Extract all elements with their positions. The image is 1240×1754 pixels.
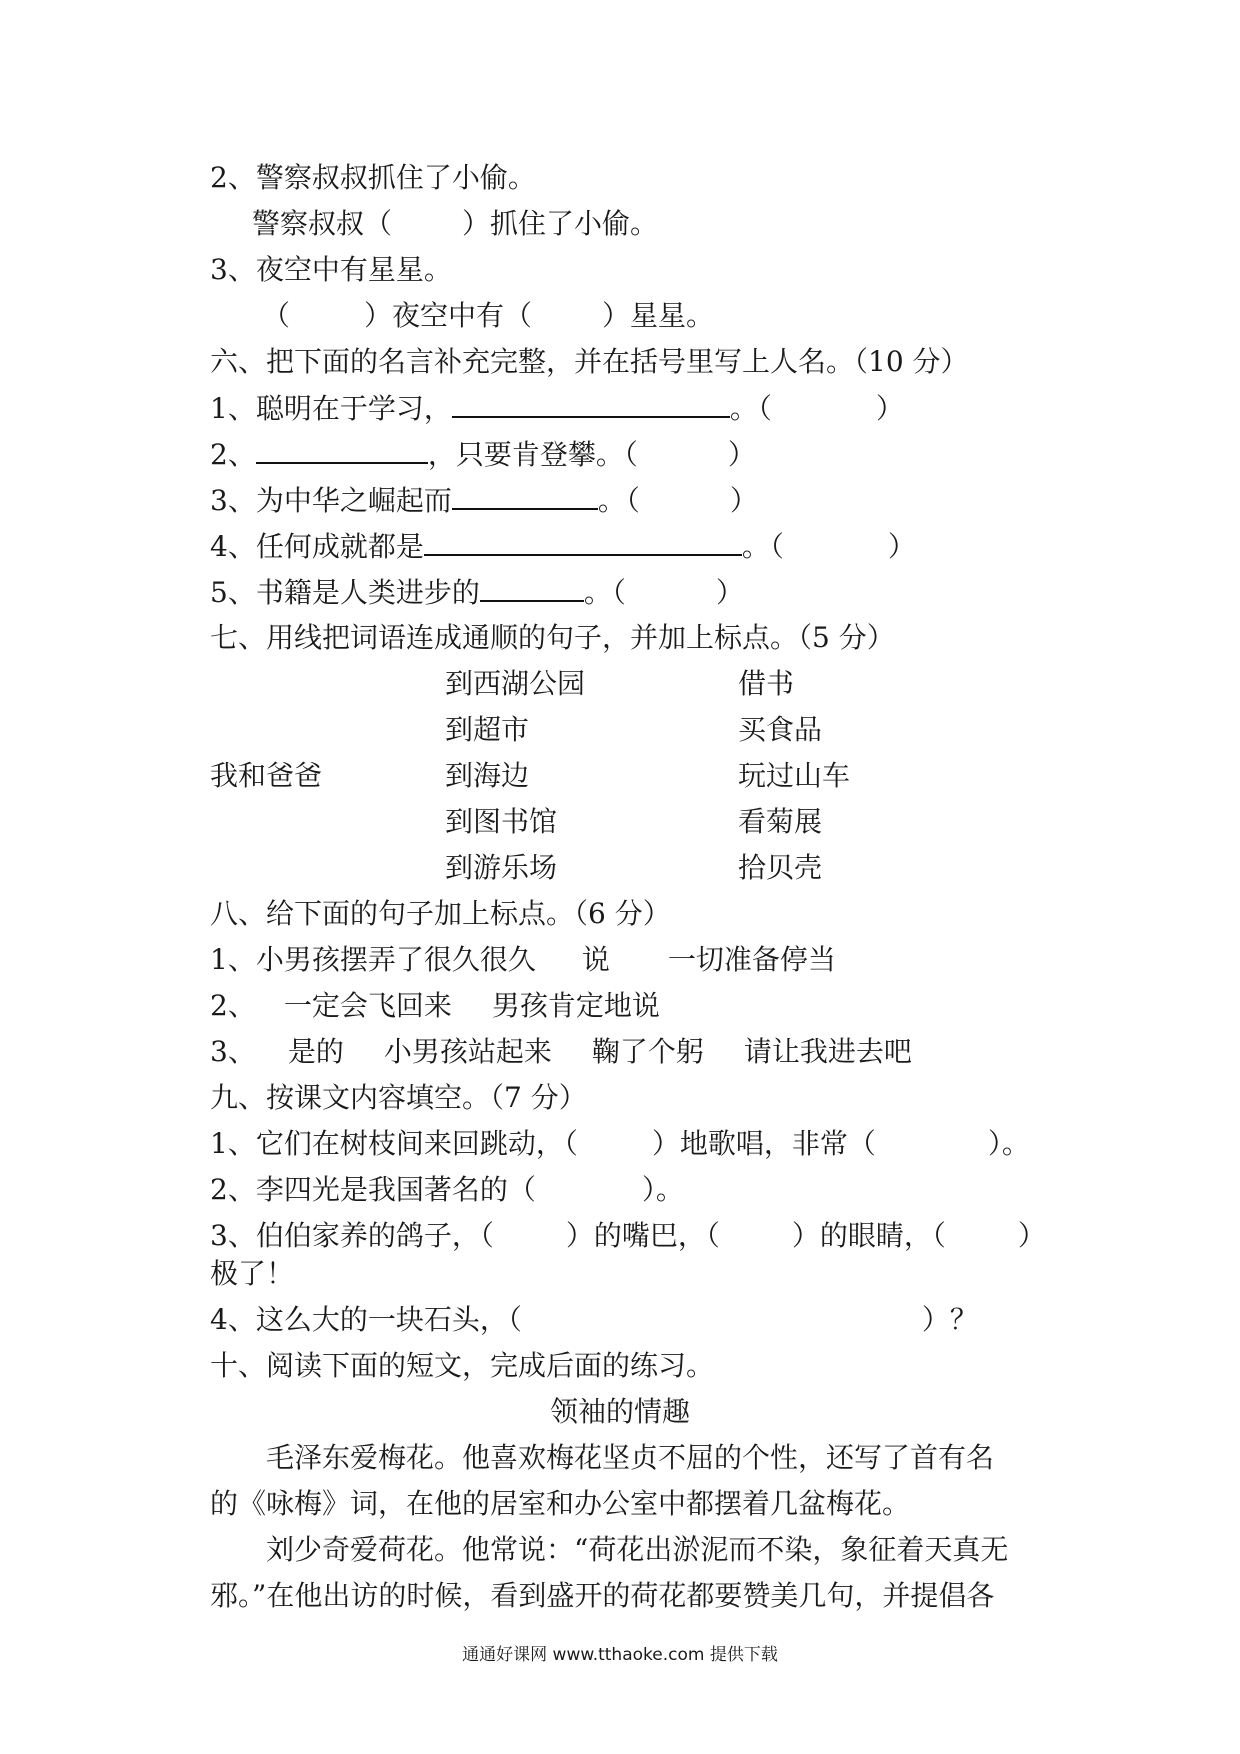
s9-q3: 3、伯伯家养的鸽子，（ ）的嘴巴，（ ）的眼睛，（ ） (210, 1219, 1046, 1252)
s6-q1: 1、聪明在于学习， 。（ ） (210, 392, 904, 425)
s9-q1: 1、它们在树枝间来回跳动，（ ）地歌唱，非常（ ）。 (210, 1127, 1030, 1160)
s6-q2: 2、 ，只要肯登攀。（ ） (210, 438, 756, 471)
s8-q2: 2、 一定会飞回来 男孩肯定地说 (210, 989, 660, 1022)
s7-place: 到超市 (445, 713, 530, 746)
s7-action: 看菊展 (738, 805, 823, 838)
blank-line (424, 528, 742, 556)
s9-q4: 4、这么大的一块石头，（ ）？ (210, 1303, 978, 1336)
s5-q2-sentence: 2、警察叔叔抓住了小偷。 (210, 161, 536, 194)
blank-line (452, 482, 598, 510)
s6-q3: 3、为中华之崛起而 。（ ） (210, 484, 758, 517)
s5-q3-rewrite: （ ）夜空中有（ ）星星。 (262, 299, 715, 332)
passage-title: 领袖的情趣 (549, 1395, 690, 1428)
passage-paragraph-2-line-1: 刘少奇爱荷花。他常说：“荷花出淤泥而不染，象征着天真无 (266, 1533, 1009, 1566)
s7-action: 买食品 (738, 713, 823, 746)
footer-credit: 通通好课网 www.tthaoke.com 提供下载 (462, 1645, 778, 1665)
section-7-title: 七、用线把词语连成通顺的句子，并加上标点。（5 分） (210, 621, 895, 654)
s7-action: 玩过山车 (738, 759, 851, 792)
s7-place: 到图书馆 (445, 805, 558, 838)
s7-subject: 我和爸爸 (210, 759, 323, 792)
s7-action: 拾贝壳 (738, 851, 823, 884)
s7-action: 借书 (738, 667, 795, 700)
passage-paragraph-1-line-2: 的《咏梅》词，在他的居室和办公室中都摆着几盆梅花。 (210, 1487, 911, 1520)
s8-q3: 3、 是的 小男孩站起来 鞠了个躬 请让我进去吧 (210, 1035, 912, 1068)
section-8-title: 八、给下面的句子加上标点。（6 分） (210, 897, 671, 930)
s9-q3-continued: 极了！ (210, 1257, 295, 1290)
s7-place: 到海边 (445, 759, 530, 792)
s8-q1: 1、小男孩摆弄了很久很久 说 一切准备停当 (210, 943, 836, 976)
blank-line (256, 436, 428, 464)
s6-q4: 4、任何成就都是 。（ ） (210, 530, 916, 563)
s6-q5: 5、书籍是人类进步的 。（ ） (210, 576, 744, 609)
blank-line (452, 390, 730, 418)
section-10-title: 十、阅读下面的短文，完成后面的练习。 (210, 1349, 715, 1382)
passage-paragraph-2-line-2: 邪。”在他出访的时候，看到盛开的荷花都要赞美几句，并提倡各 (210, 1579, 995, 1612)
s7-place: 到游乐场 (445, 851, 558, 884)
s7-place: 到西湖公园 (445, 667, 586, 700)
passage-paragraph-1-line-1: 毛泽东爱梅花。他喜欢梅花坚贞不屈的个性，还写了首有名 (266, 1441, 995, 1474)
section-9-title: 九、按课文内容填空。（7 分） (210, 1081, 587, 1114)
section-6-title: 六、把下面的名言补充完整，并在括号里写上人名。（10 分） (210, 345, 969, 378)
s5-q3-sentence: 3、夜空中有星星。 (210, 253, 452, 286)
s9-q2: 2、李四光是我国著名的（ ）。 (210, 1173, 684, 1206)
blank-line (480, 574, 584, 602)
s5-q2-rewrite: 警察叔叔（ ）抓住了小偷。 (252, 207, 659, 240)
